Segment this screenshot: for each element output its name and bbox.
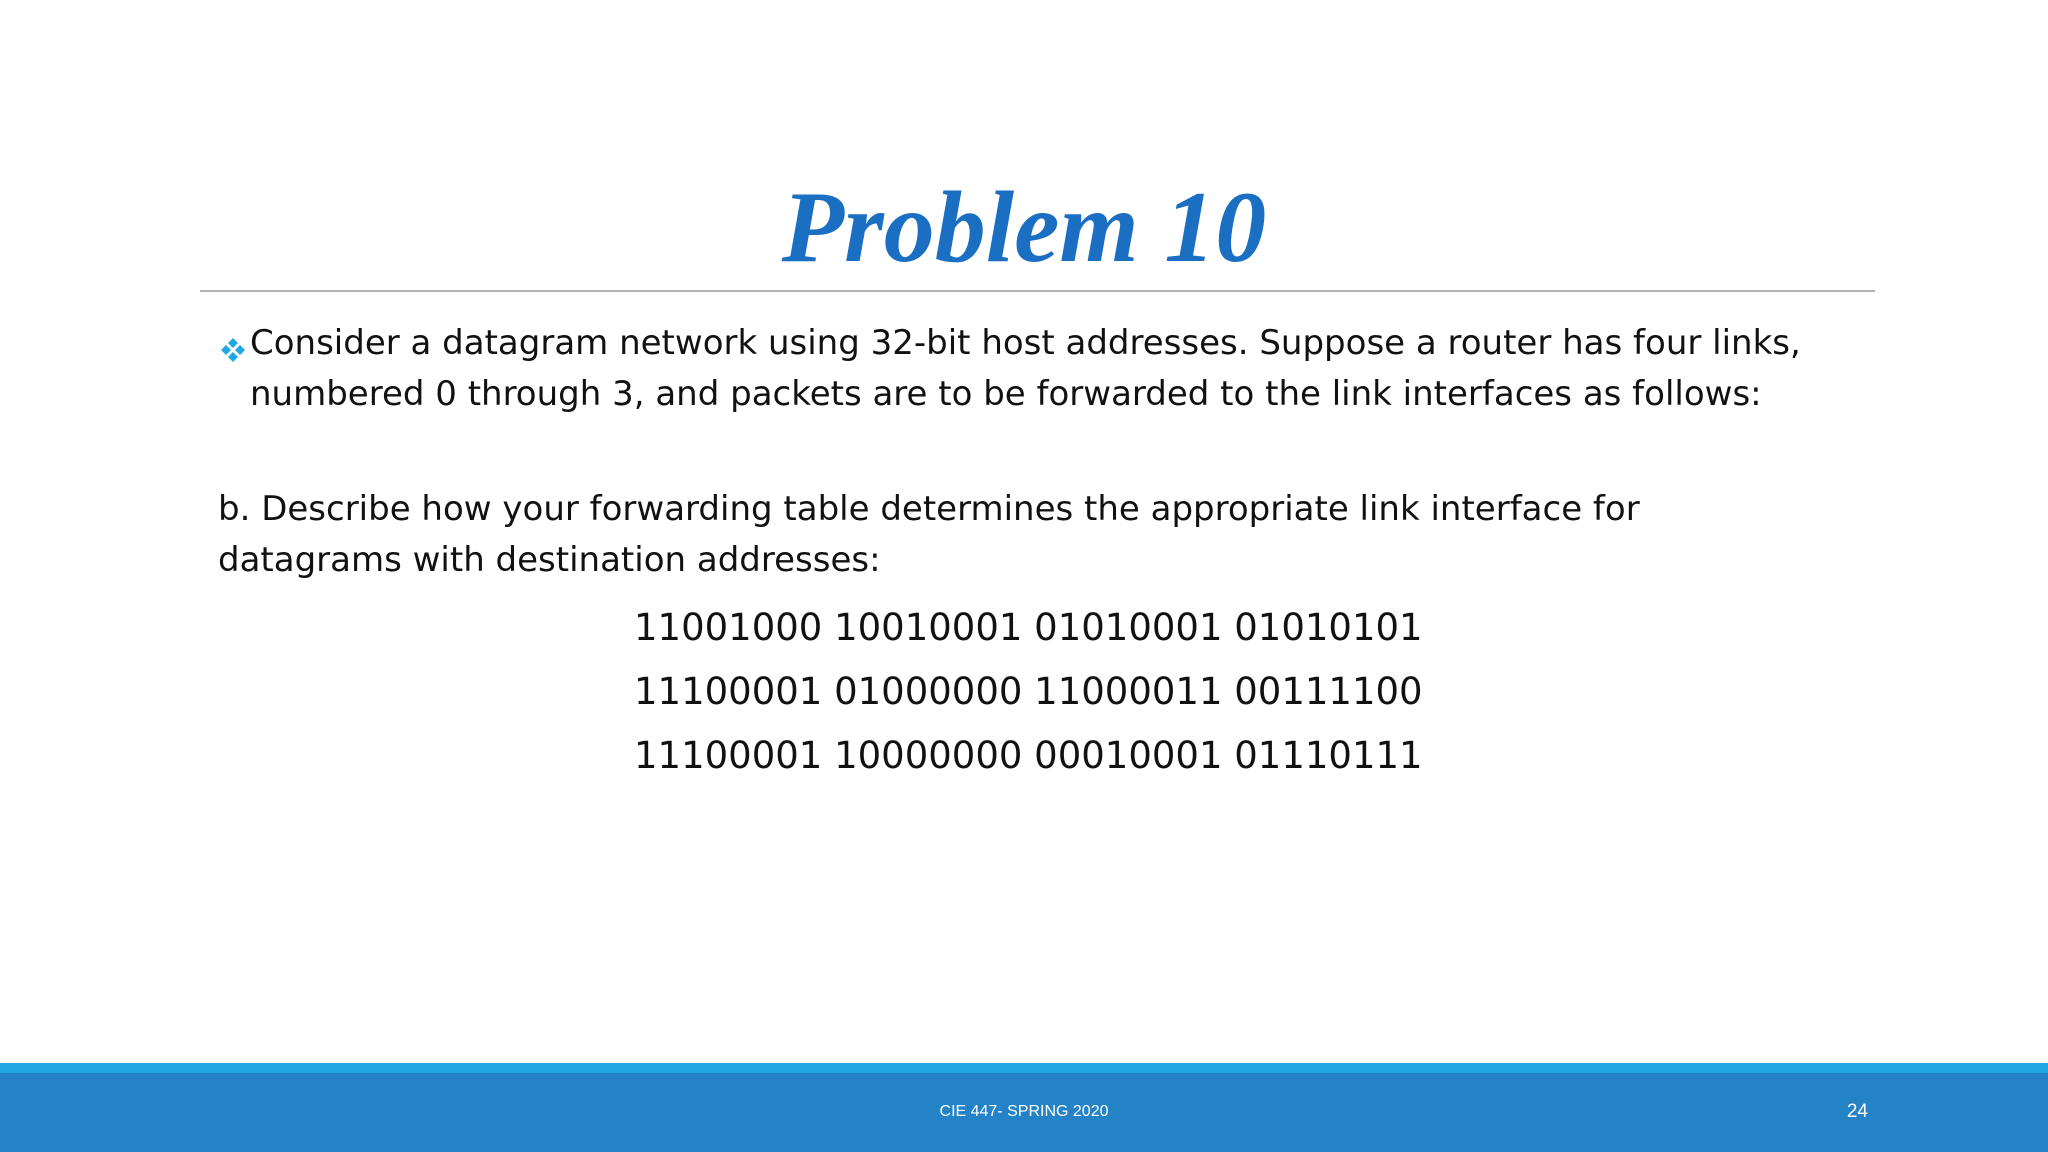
slide-number: 24 — [1846, 1101, 1868, 1122]
bullet-paragraph — [218, 318, 1810, 420]
title-divider — [200, 290, 1875, 292]
diamond-bullet-icon — [218, 330, 248, 360]
question-b-text: b. Describe how your forwarding table determines the appropriate link interface for datagrams with destination addresses: — [218, 489, 1640, 580]
address-list — [634, 596, 1423, 788]
slide-title: Problem 10 — [781, 171, 1267, 284]
destination-address: 11001000 10010001 01010001 01010101 — [634, 606, 1423, 649]
destination-address: 11100001 01000000 11000011 00111100 — [634, 670, 1423, 713]
footer-course-label: CIE 447- SPRING 2020 — [939, 1103, 1109, 1120]
bullet-text: Consider a datagram network using 32-bit host addresses. Suppose a router has four links, numbered 0 through 3, and packets are to be forwarded to the link interfaces as follows: — [250, 323, 1801, 414]
footer-accent-strip — [0, 1063, 2048, 1073]
destination-address: 11100001 10000000 00010001 01110111 — [634, 734, 1423, 777]
